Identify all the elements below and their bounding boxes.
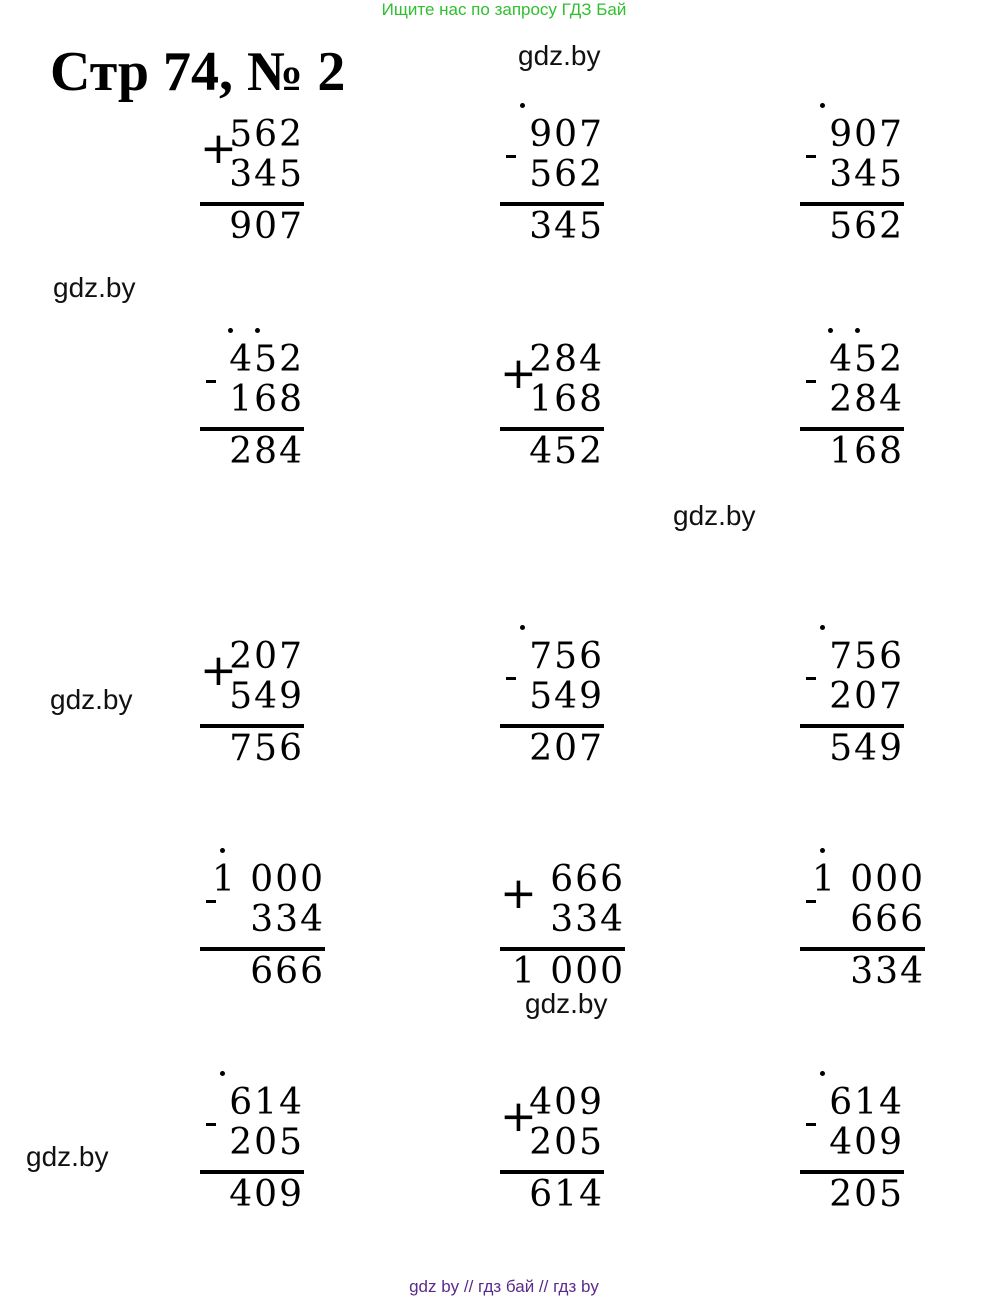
borrow-dot bbox=[228, 328, 233, 333]
column-problem bbox=[500, 340, 604, 490]
column-problem bbox=[500, 860, 625, 1010]
minuend: 452 bbox=[829, 339, 904, 380]
borrow-dot bbox=[220, 848, 225, 853]
column-problem bbox=[800, 860, 925, 1010]
borrow-dot bbox=[820, 848, 825, 853]
subtrahend: 334 bbox=[250, 899, 325, 940]
subtrahend: 207 bbox=[829, 676, 904, 717]
plus-sign: + bbox=[500, 1091, 537, 1142]
column-problem bbox=[500, 637, 604, 787]
result: 207 bbox=[529, 728, 604, 769]
result: 562 bbox=[829, 206, 904, 247]
column-problem bbox=[200, 340, 304, 490]
result: 614 bbox=[529, 1174, 604, 1215]
borrow-dot bbox=[820, 1071, 825, 1076]
borrow-dot bbox=[855, 328, 860, 333]
minus-sign bbox=[806, 155, 816, 158]
borrow-dot bbox=[220, 1071, 225, 1076]
minus-sign bbox=[206, 380, 216, 383]
borrow-dot bbox=[820, 625, 825, 630]
column-problem bbox=[500, 1083, 604, 1233]
minus-sign bbox=[806, 1123, 816, 1126]
plus-sign: + bbox=[200, 123, 237, 174]
watermark: gdz.by bbox=[518, 40, 601, 71]
column-problem bbox=[800, 115, 904, 265]
borrow-dot bbox=[255, 328, 260, 333]
borrow-dot bbox=[520, 103, 525, 108]
plus-sign: + bbox=[500, 868, 537, 919]
column-problem bbox=[500, 115, 604, 265]
watermark: gdz.by bbox=[50, 684, 133, 715]
minuend: 666 bbox=[550, 859, 625, 900]
plus-sign: + bbox=[500, 348, 537, 399]
subtrahend: 205 bbox=[229, 1122, 304, 1163]
subtrahend: 168 bbox=[229, 379, 304, 420]
borrow-dot bbox=[828, 328, 833, 333]
page-title: Стр 74, № 2 bbox=[50, 41, 346, 103]
minuend: 907 bbox=[829, 114, 904, 155]
minuend: 284 bbox=[529, 339, 604, 380]
subtrahend: 549 bbox=[229, 676, 304, 717]
minuend: 452 bbox=[229, 339, 304, 380]
watermark: gdz.by bbox=[26, 1141, 109, 1172]
result: 452 bbox=[529, 431, 604, 472]
result: 409 bbox=[229, 1174, 304, 1215]
subtrahend: 562 bbox=[529, 154, 604, 195]
result: 168 bbox=[829, 431, 904, 472]
borrow-dot bbox=[820, 103, 825, 108]
result: 205 bbox=[829, 1174, 904, 1215]
column-problem bbox=[200, 637, 304, 787]
watermark: gdz.by bbox=[673, 500, 756, 531]
result: 334 bbox=[850, 951, 925, 992]
minus-sign bbox=[806, 677, 816, 680]
subtrahend: 409 bbox=[829, 1122, 904, 1163]
result: 907 bbox=[229, 206, 304, 247]
subtrahend: 334 bbox=[550, 899, 625, 940]
minuend: 756 bbox=[529, 636, 604, 677]
minus-sign bbox=[506, 677, 516, 680]
column-problem bbox=[800, 1083, 904, 1233]
subtrahend: 549 bbox=[529, 676, 604, 717]
result: 284 bbox=[229, 431, 304, 472]
watermark: gdz.by bbox=[525, 988, 608, 1019]
minus-sign bbox=[806, 380, 816, 383]
minuend: 1 000 bbox=[811, 859, 925, 900]
plus-sign: + bbox=[200, 645, 237, 696]
subtrahend: 205 bbox=[529, 1122, 604, 1163]
minuend: 907 bbox=[529, 114, 604, 155]
subtrahend: 345 bbox=[229, 154, 304, 195]
watermark: gdz.by bbox=[53, 272, 136, 303]
subtrahend: 666 bbox=[850, 899, 925, 940]
result: 1 000 bbox=[511, 951, 625, 992]
result: 549 bbox=[829, 728, 904, 769]
minuend: 614 bbox=[829, 1082, 904, 1123]
subtrahend: 168 bbox=[529, 379, 604, 420]
column-problem bbox=[800, 340, 904, 490]
column-problem bbox=[200, 115, 304, 265]
top-banner[interactable]: Ищите нас по запросу ГДЗ Бай bbox=[381, 0, 627, 19]
minus-sign bbox=[206, 1123, 216, 1126]
minus-sign bbox=[806, 900, 816, 903]
minuend: 207 bbox=[229, 636, 304, 677]
minus-sign bbox=[206, 900, 216, 903]
footer-links[interactable]: gdz by // гдз бай // гдз by bbox=[409, 1277, 599, 1296]
result: 756 bbox=[229, 728, 304, 769]
result: 666 bbox=[250, 951, 325, 992]
minuend: 1 000 bbox=[211, 859, 325, 900]
result: 345 bbox=[529, 206, 604, 247]
borrow-dot bbox=[520, 625, 525, 630]
column-problem bbox=[200, 860, 325, 1010]
column-problem bbox=[200, 1083, 304, 1233]
column-problem bbox=[800, 637, 904, 787]
minuend: 756 bbox=[829, 636, 904, 677]
minus-sign bbox=[506, 155, 516, 158]
minuend: 562 bbox=[229, 114, 304, 155]
subtrahend: 284 bbox=[829, 379, 904, 420]
subtrahend: 345 bbox=[829, 154, 904, 195]
minuend: 614 bbox=[229, 1082, 304, 1123]
minuend: 409 bbox=[529, 1082, 604, 1123]
